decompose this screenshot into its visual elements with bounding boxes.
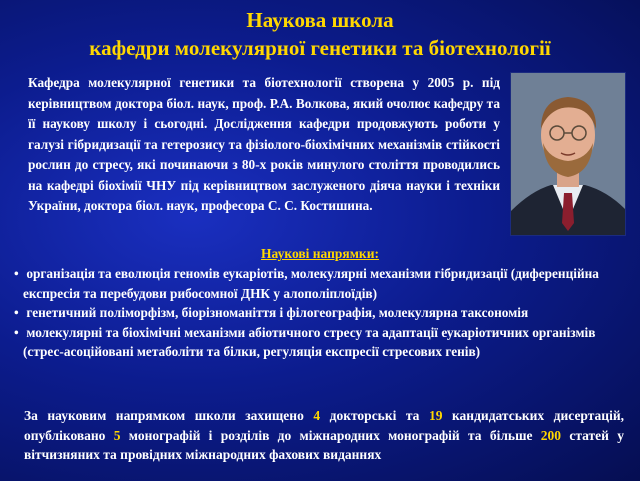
outcome-text: За науковим напрямком школи захищено bbox=[24, 408, 314, 423]
intro-paragraph: Кафедра молекулярної генетики та біотехнології створена у 2005 р. під керівництвом доктора біол. наук, проф. Р.А. Волкова, який очолює кафедру та її наукову школу і сьогодні. Дослідження кафедри продовжують роботи у галузі гібридизації та гетерозису та фізіолого-біохімічних механізмів стійкості рослин до стресу, які починаючи з 80-х років минулого століття проводились на кафедрі біохімії ЧНУ під керівництвом заслуженого діяча науки і техніки України, доктора біол. наук, професора С. С. Костишина. bbox=[28, 75, 500, 213]
list-item-text: генетичний поліморфізм, біорізноманіття і філогеографія, молекулярна таксономія bbox=[26, 305, 529, 320]
bullet-glyph: • bbox=[14, 305, 19, 320]
portrait-illustration bbox=[511, 73, 625, 235]
monographs-count: 5 bbox=[113, 427, 121, 443]
list-item-text: молекулярні та біохімічні механізми абіотичного стресу та адаптації еукаріотичних організмів (стрес-асоційовані метаболіти та білки, регуляція експресії стресових генів) bbox=[23, 324, 596, 359]
portrait-photo bbox=[510, 72, 626, 236]
slide-title-line-1: Наукова школа bbox=[246, 8, 394, 32]
outcome-text: монографій і розділів до міжнародних монографій та більше bbox=[120, 427, 541, 443]
directions-heading: Наукові напрямки: bbox=[261, 246, 379, 261]
outcome-text: статей у вітчизняних та провідних міжнародних фахових виданнях bbox=[24, 427, 624, 462]
outcome-text: кандидатських дисертацій, опубліковано bbox=[24, 408, 624, 443]
directions-list bbox=[14, 264, 624, 362]
outcome-text: докторські та bbox=[320, 408, 429, 423]
bullet-glyph: • bbox=[14, 324, 19, 340]
articles-count: 200 bbox=[540, 427, 562, 443]
doctoral-count: 4 bbox=[313, 408, 321, 423]
list-item bbox=[14, 303, 624, 323]
bullet-glyph: • bbox=[14, 266, 19, 281]
slide-title-line-2: кафедри молекулярної генетики та біотехнології bbox=[89, 36, 551, 60]
candidate-count: 19 bbox=[428, 408, 443, 423]
list-item-text: організація та еволюція геномів еукаріотів, молекулярні механізми гібридизації (диференційна експресія та перебудови рибосомної ДНК у алополіплоїдів) bbox=[23, 266, 599, 301]
list-item bbox=[14, 323, 624, 362]
outcome-paragraph bbox=[24, 406, 624, 465]
list-item bbox=[14, 264, 624, 303]
